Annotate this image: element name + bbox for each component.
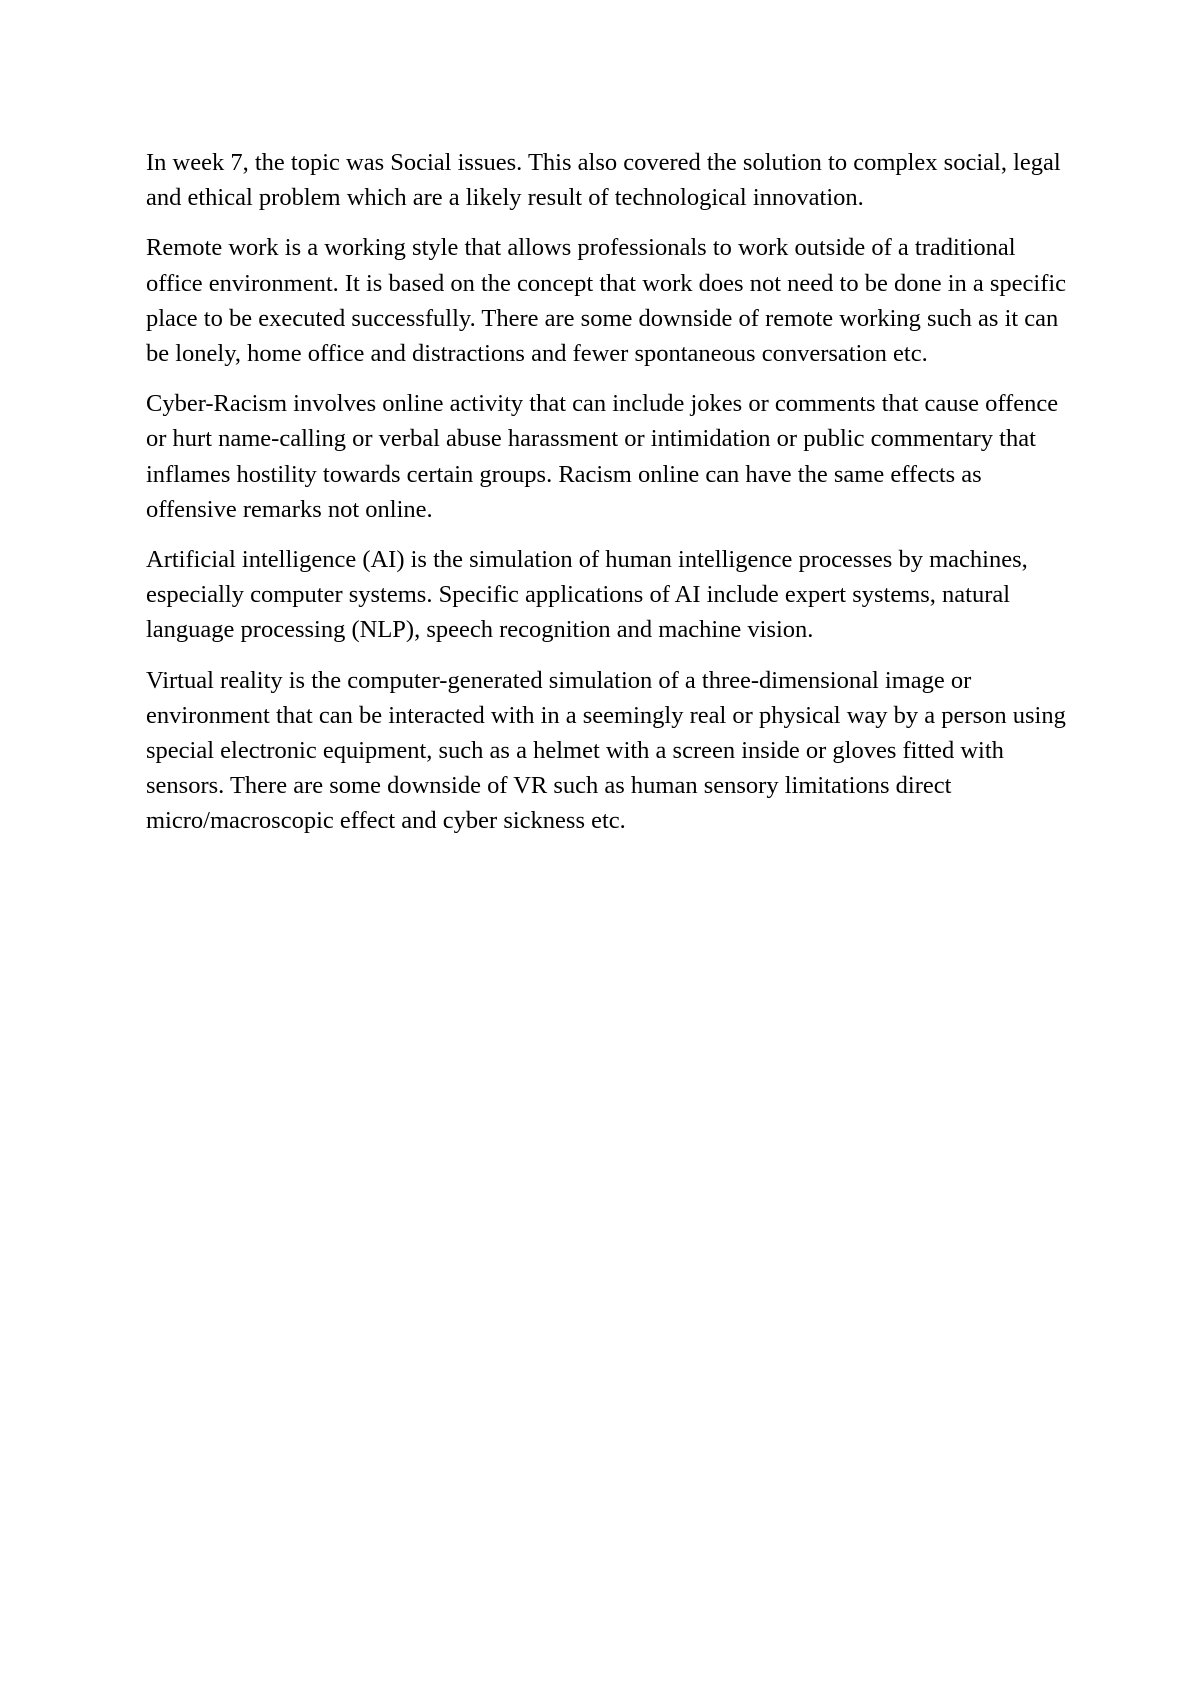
paragraph-virtual-reality: Virtual reality is the computer-generated simulation of a three-dimensional image or environment that can be interacted with in a seemingly real or physical way by a person using special electronic equipment, such as a helmet with a screen inside or gloves fitted with sensors. There are some downside of VR such as human sensory limitations direct micro/macroscopic effect and cyber sickness etc. (146, 666, 1066, 835)
paragraph-artificial-intelligence: Artificial intelligence (AI) is the simulation of human intelligence processes by machines, especially computer systems. Specific applications of AI include expert systems, natural language processing (NLP), speech recognition and machine vision. (146, 546, 1028, 644)
document-body (146, 145, 1076, 854)
paragraph-remote-work: Remote work is a working style that allows professionals to work outside of a traditional office environment. It is based on the concept that work does not need to be done in a specific place to be executed successfully. There are some downside of remote working such as it can be lonely, home office and distractions and fewer spontaneous conversation etc. (146, 234, 1067, 368)
paragraph-cyber-racism: Cyber-Racism involves online activity that can include jokes or comments that cause offence or hurt name-calling or verbal abuse harassment or intimidation or public commentary that inflames hostility towards certain groups. Racism online can have the same effects as offensive remarks not online. (146, 390, 1059, 523)
paragraph-week-7-intro: In week 7, the topic was Social issues. This also covered the solution to complex social, legal and ethical problem which are a likely result of technological innovation. (146, 149, 1061, 212)
